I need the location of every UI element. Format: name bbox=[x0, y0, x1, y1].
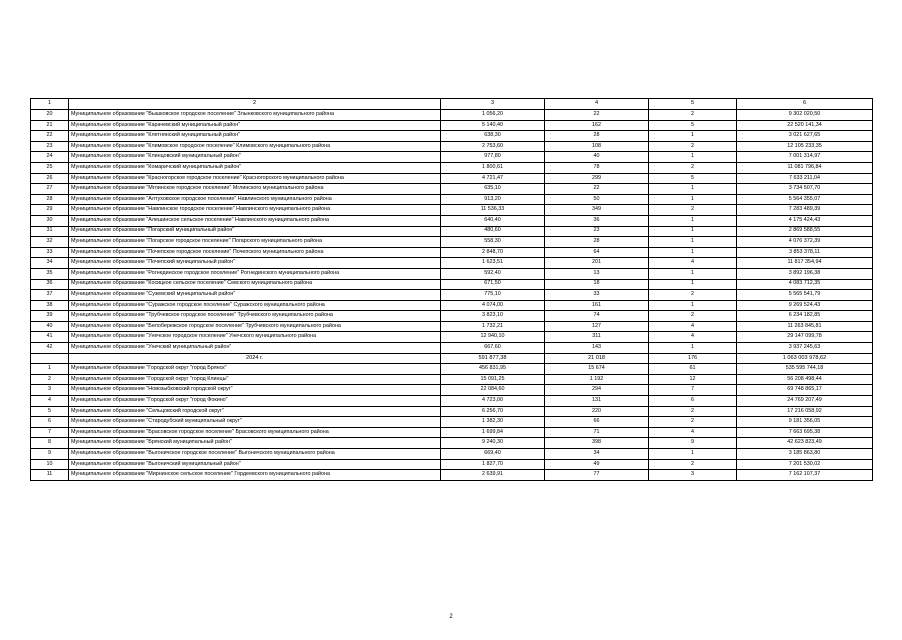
cell-v3: 591 877,38 bbox=[441, 353, 545, 364]
cell-v3: 4 074,00 bbox=[441, 300, 545, 311]
cell-v5: 1 bbox=[649, 131, 737, 142]
cell-v3: 22 084,60 bbox=[441, 385, 545, 396]
cell-v5: 6 bbox=[649, 396, 737, 407]
cell-v5: 9 bbox=[649, 438, 737, 449]
cell-v3: 11 536,33 bbox=[441, 205, 545, 216]
cell-v3: 1 623,51 bbox=[441, 258, 545, 269]
cell-num: 41 bbox=[31, 332, 69, 343]
cell-num: 10 bbox=[31, 459, 69, 470]
cell-v6: 69 748 865,17 bbox=[737, 385, 873, 396]
cell-name: Муниципальное образование "Косицкое сельское поселение" Севского муниципального района bbox=[69, 279, 441, 290]
cell-num: 29 bbox=[31, 205, 69, 216]
cell-v4: 22 bbox=[545, 110, 649, 121]
table-row bbox=[31, 343, 873, 354]
cell-v3: 1 056,20 bbox=[441, 110, 545, 121]
cell-v6: 7 001 314,97 bbox=[737, 152, 873, 163]
cell-name: Муниципальное образование "Красногорское городское поселение" Красногорского муниципального района bbox=[69, 173, 441, 184]
cell-v6: 5 564 355,07 bbox=[737, 194, 873, 205]
cell-v6: 7 663 695,38 bbox=[737, 427, 873, 438]
cell-v3: 2 848,70 bbox=[441, 247, 545, 258]
cell-v4: 311 bbox=[545, 332, 649, 343]
cell-name: Муниципальное образование "Клетнянский муниципальный район" bbox=[69, 131, 441, 142]
cell-v4: 49 bbox=[545, 459, 649, 470]
cell-v5: 1 bbox=[649, 194, 737, 205]
table-row bbox=[31, 321, 873, 332]
cell-v4: 74 bbox=[545, 311, 649, 322]
cell-name: Муниципальное образование "Унечский муниципальный район" bbox=[69, 343, 441, 354]
cell-v5: 4 bbox=[649, 258, 737, 269]
cell-num: 3 bbox=[31, 385, 69, 396]
cell-v6: 1 063 003 978,62 bbox=[737, 353, 873, 364]
cell-v6: 22 520 141,34 bbox=[737, 120, 873, 131]
cell-name: Муниципальное образование "Брянский муниципальный район" bbox=[69, 438, 441, 449]
cell-v5: 12 bbox=[649, 374, 737, 385]
cell-v3: 1 382,30 bbox=[441, 417, 545, 428]
cell-v5: 2 bbox=[649, 141, 737, 152]
cell-name: Муниципальное образование "Суземский муниципальный район" bbox=[69, 290, 441, 301]
cell-v6: 3 734 507,70 bbox=[737, 184, 873, 195]
cell-v5: 1 bbox=[649, 226, 737, 237]
table-row bbox=[31, 459, 873, 470]
table-row bbox=[31, 173, 873, 184]
cell-v3: 3 823,10 bbox=[441, 311, 545, 322]
cell-v5: 2 bbox=[649, 406, 737, 417]
cell-num: 7 bbox=[31, 427, 69, 438]
cell-num: 6 bbox=[31, 417, 69, 428]
municipalities-table bbox=[30, 98, 873, 481]
table-row bbox=[31, 300, 873, 311]
cell-num: 28 bbox=[31, 194, 69, 205]
cell-num: 20 bbox=[31, 110, 69, 121]
table-row bbox=[31, 258, 873, 269]
column-header: 2 bbox=[69, 99, 441, 110]
cell-name: Муниципальное образование "Комаричский муниципальный район" bbox=[69, 162, 441, 173]
cell-v4: 398 bbox=[545, 438, 649, 449]
cell-name: Муниципальное образование "Сельцовский городской округ" bbox=[69, 406, 441, 417]
cell-v6: 7 633 211,04 bbox=[737, 173, 873, 184]
cell-name: Муниципальное образование "Рогнединское городское поселение" Рогнединского муниципального района bbox=[69, 268, 441, 279]
cell-v3: 9 240,30 bbox=[441, 438, 545, 449]
cell-v5: 1 bbox=[649, 215, 737, 226]
table-row bbox=[31, 152, 873, 163]
cell-v3: 638,30 bbox=[441, 131, 545, 142]
cell-v5: 2 bbox=[649, 205, 737, 216]
cell-name: Муниципальное образование "Почепское городское поселение" Почепского муниципального района bbox=[69, 247, 441, 258]
cell-num: 23 bbox=[31, 141, 69, 152]
cell-v6: 3 185 863,80 bbox=[737, 449, 873, 460]
cell-num: 34 bbox=[31, 258, 69, 269]
table-body bbox=[31, 99, 873, 481]
table-sheet bbox=[30, 98, 872, 481]
cell-v6: 7 201 530,02 bbox=[737, 459, 873, 470]
cell-v4: 66 bbox=[545, 417, 649, 428]
cell-v5: 2 bbox=[649, 459, 737, 470]
table-row bbox=[31, 110, 873, 121]
cell-v3: 640,40 bbox=[441, 215, 545, 226]
table-row bbox=[31, 374, 873, 385]
cell-v5: 4 bbox=[649, 321, 737, 332]
cell-num: 32 bbox=[31, 237, 69, 248]
cell-num: 8 bbox=[31, 438, 69, 449]
cell-num: 5 bbox=[31, 406, 69, 417]
table-row bbox=[31, 279, 873, 290]
cell-v6: 7 283 489,39 bbox=[737, 205, 873, 216]
cell-v4: 28 bbox=[545, 131, 649, 142]
cell-v4: 294 bbox=[545, 385, 649, 396]
table-row bbox=[31, 184, 873, 195]
cell-v3: 2 639,91 bbox=[441, 470, 545, 481]
cell-name: Муниципальное образование "Выгоничский муниципальный район" bbox=[69, 459, 441, 470]
cell-v3: 1 699,84 bbox=[441, 427, 545, 438]
cell-name: Муниципальное образование "Унечское городское поселение" Унечского муниципального района bbox=[69, 332, 441, 343]
table-row bbox=[31, 470, 873, 481]
cell-num: 1 bbox=[31, 364, 69, 375]
cell-v3: 4 723,00 bbox=[441, 396, 545, 407]
cell-v6: 4 076 372,39 bbox=[737, 237, 873, 248]
cell-v3: 671,50 bbox=[441, 279, 545, 290]
cell-v3: 480,60 bbox=[441, 226, 545, 237]
cell-v5: 4 bbox=[649, 332, 737, 343]
cell-v3: 775,10 bbox=[441, 290, 545, 301]
cell-v5: 1 bbox=[649, 184, 737, 195]
cell-name: Муниципальное образование "Трубчевское городское поселение" Трубчевского муниципального района bbox=[69, 311, 441, 322]
table-row bbox=[31, 438, 873, 449]
cell-v4: 34 bbox=[545, 449, 649, 460]
cell-num: 39 bbox=[31, 311, 69, 322]
table-row bbox=[31, 194, 873, 205]
table-row bbox=[31, 427, 873, 438]
cell-name: Муниципальное образование "Брасовское городское поселение" Брасовского муниципального района bbox=[69, 427, 441, 438]
cell-v3: 977,80 bbox=[441, 152, 545, 163]
cell-v4: 22 bbox=[545, 184, 649, 195]
cell-v4: 349 bbox=[545, 205, 649, 216]
cell-v3: 913,20 bbox=[441, 194, 545, 205]
cell-name: Муниципальное образование "Алешинское сельское поселение" Навлинского муниципального района bbox=[69, 215, 441, 226]
cell-v5: 1 bbox=[649, 247, 737, 258]
cell-v4: 40 bbox=[545, 152, 649, 163]
cell-v3: 12 940,10 bbox=[441, 332, 545, 343]
cell-name: Муниципальное образование "Городской округ "город Клинцы" bbox=[69, 374, 441, 385]
cell-v4: 77 bbox=[545, 470, 649, 481]
cell-name: Муниципальное образование "Суражское городское поселение" Суражского муниципального района bbox=[69, 300, 441, 311]
column-header: 5 bbox=[649, 99, 737, 110]
cell-v5: 1 bbox=[649, 279, 737, 290]
cell-name: Муниципальное образование "Белобережское городское поселение" Трубчевского муниципального района bbox=[69, 321, 441, 332]
table-row bbox=[31, 268, 873, 279]
cell-num: 26 bbox=[31, 173, 69, 184]
table-row bbox=[31, 417, 873, 428]
cell-v5: 1 bbox=[649, 237, 737, 248]
cell-v6: 5 565 541,79 bbox=[737, 290, 873, 301]
cell-v6: 42 623 823,49 bbox=[737, 438, 873, 449]
column-header: 4 bbox=[545, 99, 649, 110]
cell-v4: 18 bbox=[545, 279, 649, 290]
cell-v3: 6 256,70 bbox=[441, 406, 545, 417]
cell-v6: 6 234 182,85 bbox=[737, 311, 873, 322]
cell-v4: 108 bbox=[545, 141, 649, 152]
cell-v5: 5 bbox=[649, 173, 737, 184]
cell-v6: 3 937 245,63 bbox=[737, 343, 873, 354]
table-row bbox=[31, 215, 873, 226]
cell-num: 27 bbox=[31, 184, 69, 195]
table-row bbox=[31, 226, 873, 237]
cell-v6: 3 021 627,65 bbox=[737, 131, 873, 142]
cell-v5: 1 bbox=[649, 300, 737, 311]
cell-name: Муниципальное образование "Погарский муниципальный район" bbox=[69, 226, 441, 237]
cell-num: 42 bbox=[31, 343, 69, 354]
cell-v6: 9 269 524,43 bbox=[737, 300, 873, 311]
cell-v4: 143 bbox=[545, 343, 649, 354]
cell-num: 37 bbox=[31, 290, 69, 301]
cell-name: Муниципальное образование "Климовское городское поселение" Климовского муниципального района bbox=[69, 141, 441, 152]
cell-v3: 1 800,61 bbox=[441, 162, 545, 173]
cell-num: 4 bbox=[31, 396, 69, 407]
table-row bbox=[31, 406, 873, 417]
column-header: 3 bbox=[441, 99, 545, 110]
cell-v6: 24 769 207,49 bbox=[737, 396, 873, 407]
table-row bbox=[31, 162, 873, 173]
cell-v5: 1 bbox=[649, 268, 737, 279]
cell-v3: 5 140,40 bbox=[441, 120, 545, 131]
cell-v4: 131 bbox=[545, 396, 649, 407]
cell-v4: 23 bbox=[545, 226, 649, 237]
table-row bbox=[31, 205, 873, 216]
cell-v5: 4 bbox=[649, 427, 737, 438]
cell-num: 30 bbox=[31, 215, 69, 226]
table-row bbox=[31, 131, 873, 142]
cell-v6: 9 181 356,05 bbox=[737, 417, 873, 428]
cell-v5: 1 bbox=[649, 343, 737, 354]
cell-v6: 29 147 099,78 bbox=[737, 332, 873, 343]
cell-num: 33 bbox=[31, 247, 69, 258]
cell-num: 25 bbox=[31, 162, 69, 173]
table-row bbox=[31, 120, 873, 131]
cell-num: 21 bbox=[31, 120, 69, 131]
cell-name: Муниципальное образование "Почепский муниципальный район" bbox=[69, 258, 441, 269]
cell-v4: 220 bbox=[545, 406, 649, 417]
cell-name: Муниципальное образование "Выгоничское городское поселение" Выгоничского муниципального района bbox=[69, 449, 441, 460]
cell-name: Муниципальное образование "Мглинское городское поселение" Мглинского муниципального района bbox=[69, 184, 441, 195]
cell-v5: 61 bbox=[649, 364, 737, 375]
table-row bbox=[31, 449, 873, 460]
cell-v6: 2 869 588,55 bbox=[737, 226, 873, 237]
cell-name: Муниципальное образование "Карачевский муниципальный район" bbox=[69, 120, 441, 131]
cell-v5: 1 bbox=[649, 449, 737, 460]
cell-v4: 64 bbox=[545, 247, 649, 258]
cell-name: Муниципальное образование "Новозыбковский городской округ" bbox=[69, 385, 441, 396]
cell-num: 31 bbox=[31, 226, 69, 237]
cell-v3: 558,30 bbox=[441, 237, 545, 248]
cell-name: Муниципальное образование "Погарское городское поселение" Погарского муниципального района bbox=[69, 237, 441, 248]
cell-v5: 5 bbox=[649, 120, 737, 131]
cell-num: 11 bbox=[31, 470, 69, 481]
cell-v4: 71 bbox=[545, 427, 649, 438]
cell-num: 22 bbox=[31, 131, 69, 142]
cell-v4: 15 674 bbox=[545, 364, 649, 375]
cell-v4: 13 bbox=[545, 268, 649, 279]
cell-v3: 456 831,95 bbox=[441, 364, 545, 375]
cell-v5: 2 bbox=[649, 417, 737, 428]
cell-name: Муниципальное образование "Вышковское городское поселение" Злынковского муниципального района bbox=[69, 110, 441, 121]
cell-v6: 17 216 058,92 bbox=[737, 406, 873, 417]
cell-v6: 56 208 498,44 bbox=[737, 374, 873, 385]
cell-num: 36 bbox=[31, 279, 69, 290]
cell-v3: 15 091,25 bbox=[441, 374, 545, 385]
cell-v5: 2 bbox=[649, 162, 737, 173]
cell-v4: 161 bbox=[545, 300, 649, 311]
cell-v3: 2 753,60 bbox=[441, 141, 545, 152]
cell-v3: 1 827,70 bbox=[441, 459, 545, 470]
cell-v5: 2 bbox=[649, 311, 737, 322]
cell-v5: 2 bbox=[649, 290, 737, 301]
cell-num: 38 bbox=[31, 300, 69, 311]
cell-v6: 535 595 744,18 bbox=[737, 364, 873, 375]
cell-name: Муниципальное образование "Городской округ "город Фокино" bbox=[69, 396, 441, 407]
table-header-row bbox=[31, 99, 873, 110]
cell-name: Муниципальное образование "Стародубский муниципальный округ" bbox=[69, 417, 441, 428]
cell-name: Муниципальное образование "Клинцовский муниципальный район" bbox=[69, 152, 441, 163]
table-row bbox=[31, 396, 873, 407]
cell-v5: 3 bbox=[649, 470, 737, 481]
cell-v3: 592,40 bbox=[441, 268, 545, 279]
cell-num: 9 bbox=[31, 449, 69, 460]
cell-v6: 11 263 845,81 bbox=[737, 321, 873, 332]
cell-v6: 7 162 107,37 bbox=[737, 470, 873, 481]
table-row bbox=[31, 237, 873, 248]
cell-v5: 2 bbox=[649, 110, 737, 121]
cell-v4: 28 bbox=[545, 237, 649, 248]
cell-v6: 12 105 233,35 bbox=[737, 141, 873, 152]
page-number: 2 bbox=[449, 614, 453, 620]
table-row bbox=[31, 332, 873, 343]
cell-v4: 33 bbox=[545, 290, 649, 301]
cell-v5: 176 bbox=[649, 353, 737, 364]
cell-num bbox=[31, 353, 69, 364]
cell-name: Муниципальное образование "Навлинское городское поселение" Навлинского муниципального района bbox=[69, 205, 441, 216]
table-row bbox=[31, 311, 873, 322]
cell-v3: 635,10 bbox=[441, 184, 545, 195]
cell-v6: 3 853 378,11 bbox=[737, 247, 873, 258]
table-section-row bbox=[31, 353, 873, 364]
table-row bbox=[31, 247, 873, 258]
cell-v6: 11 081 796,84 bbox=[737, 162, 873, 173]
cell-v4: 50 bbox=[545, 194, 649, 205]
cell-v4: 162 bbox=[545, 120, 649, 131]
cell-name: Муниципальное образование "Мирнинское сельское поселение" Гордеевского муниципального района bbox=[69, 470, 441, 481]
cell-v4: 127 bbox=[545, 321, 649, 332]
cell-num: 35 bbox=[31, 268, 69, 279]
cell-v5: 1 bbox=[649, 152, 737, 163]
cell-name: Муниципальное образование "Алтуховское городское поселение" Навлинского муниципального района bbox=[69, 194, 441, 205]
cell-v4: 299 bbox=[545, 173, 649, 184]
cell-v3: 669,40 bbox=[441, 449, 545, 460]
cell-v6: 4 083 712,35 bbox=[737, 279, 873, 290]
table-row bbox=[31, 385, 873, 396]
column-header: 6 bbox=[737, 99, 873, 110]
table-row bbox=[31, 141, 873, 152]
cell-v4: 201 bbox=[545, 258, 649, 269]
cell-v3: 667,60 bbox=[441, 343, 545, 354]
cell-v6: 9 302 020,50 bbox=[737, 110, 873, 121]
table-row bbox=[31, 364, 873, 375]
cell-v6: 4 175 424,43 bbox=[737, 215, 873, 226]
cell-v6: 11 817 354,94 bbox=[737, 258, 873, 269]
column-header: 1 bbox=[31, 99, 69, 110]
cell-num: 24 bbox=[31, 152, 69, 163]
cell-v4: 21 018 bbox=[545, 353, 649, 364]
cell-v4: 36 bbox=[545, 215, 649, 226]
cell-v5: 7 bbox=[649, 385, 737, 396]
cell-name: Муниципальное образование "Городской округ "город Брянск" bbox=[69, 364, 441, 375]
cell-name: 2024 г. bbox=[69, 353, 441, 364]
cell-v6: 3 892 196,38 bbox=[737, 268, 873, 279]
cell-v3: 4 721,47 bbox=[441, 173, 545, 184]
cell-v4: 1 192 bbox=[545, 374, 649, 385]
table-row bbox=[31, 290, 873, 301]
cell-num: 2 bbox=[31, 374, 69, 385]
cell-v4: 78 bbox=[545, 162, 649, 173]
cell-v3: 1 732,21 bbox=[441, 321, 545, 332]
cell-num: 40 bbox=[31, 321, 69, 332]
